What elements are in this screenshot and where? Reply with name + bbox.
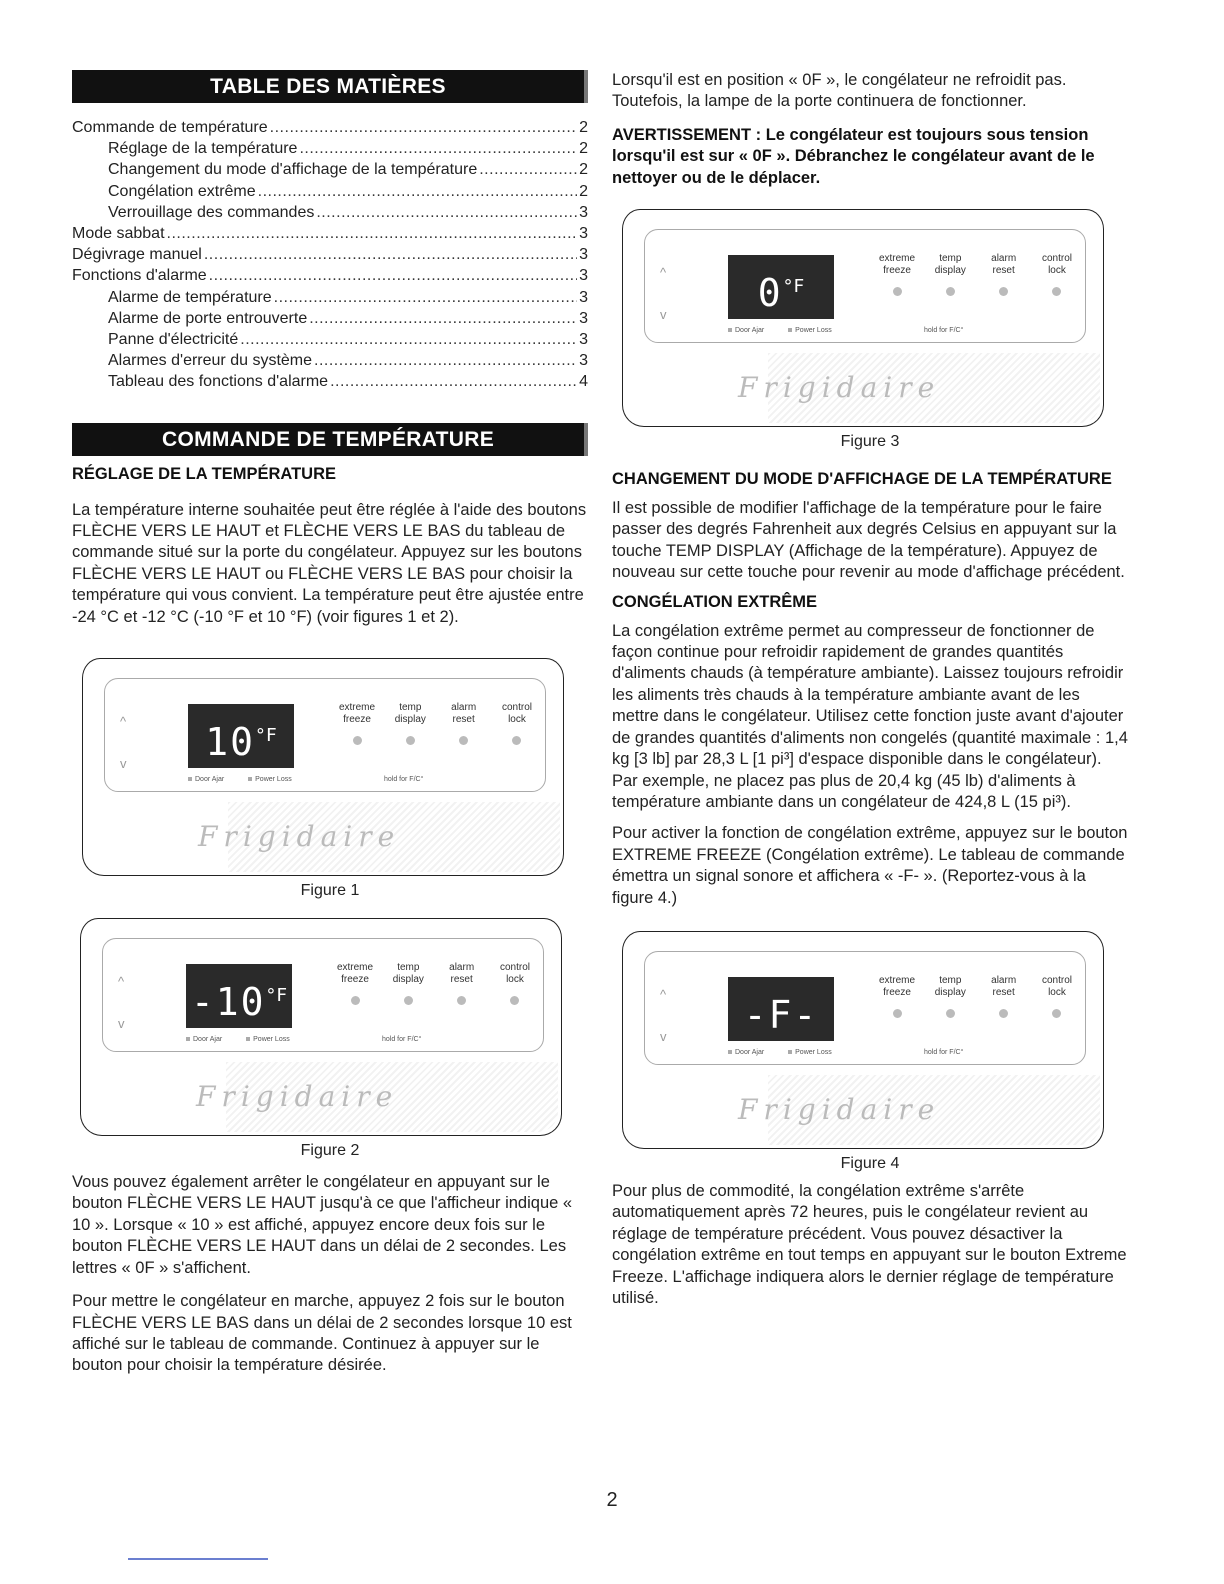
- figure-1-caption: Figure 1: [300, 882, 360, 900]
- toc-entry-page: 2: [579, 140, 588, 158]
- button-label: freeze: [343, 714, 371, 726]
- control-lock-button[interactable]: [1032, 975, 1082, 1018]
- indicator-dot: [999, 1009, 1008, 1018]
- indicator-dot: [353, 736, 362, 745]
- button-label: temp: [399, 702, 422, 714]
- indicator-dot: [946, 1009, 955, 1018]
- toc-entry-page: 2: [579, 161, 588, 179]
- indicator-lamps: [728, 1049, 854, 1056]
- indicator-dot: [893, 1009, 902, 1018]
- display-heading: CHANGEMENT DU MODE D'AFFICHAGE DE LA TEMPÉRATURE: [612, 470, 1112, 489]
- figure-3-caption: Figure 3: [840, 433, 900, 451]
- toc-entry-page: 2: [579, 182, 588, 200]
- reglage-heading: RÉGLAGE DE LA TEMPÉRATURE: [72, 464, 337, 483]
- button-label: reset: [992, 986, 1015, 998]
- temperature-display: [728, 255, 834, 319]
- up-arrow-button[interactable]: ^: [118, 974, 125, 990]
- toc-entry-label: Alarmes d'erreur du système: [108, 352, 313, 370]
- toc-entry-page: 3: [579, 203, 588, 221]
- up-arrow-button[interactable]: ^: [660, 986, 667, 1002]
- indicator-dot: [351, 996, 360, 1005]
- toc-dot-leader: [309, 308, 577, 329]
- alarm-reset-button[interactable]: [439, 702, 489, 745]
- button-label: lock: [506, 974, 524, 986]
- panel-buttons: [872, 975, 1082, 1018]
- footer-rule: [128, 1558, 268, 1560]
- control-lock-button[interactable]: [490, 962, 540, 1005]
- temperature-display: [186, 964, 292, 1028]
- left-column: [72, 70, 588, 1377]
- display-value: -F-: [743, 992, 819, 1037]
- section-banner: COMMANDE DE TEMPÉRATURE: [72, 423, 588, 456]
- power-loss-indicator: Power Loss: [246, 1036, 290, 1043]
- temperature-display: [728, 977, 834, 1041]
- hold-label: hold for F/C°: [382, 1036, 422, 1044]
- button-label: control: [499, 962, 530, 974]
- figure-4: [618, 925, 1128, 1155]
- toc-entry-label: Mode sabbat: [72, 225, 165, 243]
- toc-entry: [72, 181, 588, 202]
- extreme-text-1: La congélation extrême permet au compresseur de fonctionner de façon continue pour refroidir rapidement de grandes quantités d'aliments chauds (à température ambiante). Laissez toujours refroidir les aliments très chauds à la température ambiante avant de les mettre dans le congélateur. Utilisez cette fonction juste avant d'ajouter de grandes quantités d'aliments non congelés (quantité maximale : 1,4 kg [3 lb] par 28,3 L [1 pi³] d'espace disponible dans le congélateur). Par exemple, ne placez pas plus de 20,4 kg (45 lb) d'aliments à température ambiante dans un congélateur de 424,8 L (15 pi³).: [612, 621, 1128, 811]
- frigidaire-logo: Frigidaire: [196, 1080, 399, 1114]
- extreme-freeze-button[interactable]: [332, 702, 382, 745]
- toc-entry-label: Tableau des fonctions d'alarme: [108, 373, 329, 391]
- toc-entry: [72, 265, 588, 286]
- temp-display-button[interactable]: [925, 253, 975, 296]
- toc-dot-leader: [258, 181, 577, 202]
- extreme-text-2: Pour activer la fonction de congélation extrême, appuyez sur le bouton EXTREME FREEZE (Congélation extrême). Le tableau de commande émettra un signal sonore et affichera « -F- ». (Reportez-vous à la figure 4.): [612, 824, 1128, 907]
- frigidaire-logo: Frigidaire: [738, 1092, 941, 1126]
- alarm-reset-button[interactable]: [979, 253, 1029, 296]
- toc-dot-leader: [314, 350, 577, 371]
- toc-entry: [72, 202, 588, 223]
- button-label: reset: [992, 265, 1015, 277]
- button-label: reset: [450, 974, 473, 986]
- button-label: alarm: [451, 702, 477, 714]
- toc-entry-page: 2: [579, 119, 588, 136]
- display-text: Il est possible de modifier l'affichage de la température pour le faire passer des degrés Fahrenheit aux degrés Celsius en appuyant sur la touche TEMP DISPLAY (Affichage de la température). Appuyez de nouveau sur cette touche pour revenir au mode d'affichage précédent.: [612, 499, 1125, 582]
- button-label: display: [392, 974, 424, 986]
- alarm-reset-button[interactable]: [437, 962, 487, 1005]
- toc-entry-page: 3: [579, 309, 588, 327]
- display-value: -10: [190, 980, 266, 1025]
- extreme-freeze-button[interactable]: [330, 962, 380, 1005]
- display-value: 0: [757, 271, 783, 316]
- on-text: Pour mettre le congélateur en marche, appuyez 2 fois sur le bouton FLÈCHE VERS LE BAS dans un délai de 2 secondes lorsque 10 est affiché sur le tableau de commande. Continuez à appuyer sur le bouton pour choisir la température désirée.: [72, 1292, 572, 1375]
- toc-entry-page: 3: [579, 225, 588, 243]
- temperature-display: [188, 704, 294, 768]
- indicator-dot: [893, 287, 902, 296]
- extreme-freeze-button[interactable]: [872, 975, 922, 1018]
- control-lock-button[interactable]: [1032, 253, 1082, 296]
- door-ajar-indicator: Door Ajar: [186, 1036, 222, 1043]
- frigidaire-logo: Frigidaire: [198, 820, 401, 854]
- display-unit: °F: [255, 725, 277, 747]
- toc-entry-label: Dégivrage manuel: [72, 246, 202, 264]
- display-unit: °F: [265, 985, 288, 1007]
- toc-dot-leader: [209, 265, 577, 286]
- toc-dot-leader: [204, 244, 577, 265]
- button-label: extreme: [336, 962, 374, 974]
- control-panel: [76, 912, 566, 1142]
- extreme-freeze-button[interactable]: [872, 253, 922, 296]
- power-loss-indicator: Power Loss: [788, 1049, 832, 1056]
- toc-dot-leader: [479, 159, 577, 180]
- extreme-heading: CONGÉLATION EXTRÊME: [612, 592, 818, 611]
- toc-entry-page: 3: [579, 352, 588, 370]
- extreme-text-3: Pour plus de commodité, la congélation extrême s'arrête automatiquement après 72 heures, puis le congélateur revient au réglage de température précédent. Vous pouvez désactiver la congélation extrême en tout temps en appuyant sur le bouton Extreme Freeze. L'affichage indiquera alors le dernier réglage de température utilisé.: [612, 1181, 1127, 1307]
- control-lock-button[interactable]: [492, 702, 542, 745]
- toc-entry: [72, 350, 588, 371]
- button-label: reset: [452, 714, 475, 726]
- off-text: Vous pouvez également arrêter le congélateur en appuyant sur le bouton FLÈCHE VERS LE HAUT jusqu'à ce que l'afficheur indique « 10 ». Lorsque « 10 » est affiché, appuyez encore deux fois sur le bouton FLÈCHE VERS LE HAUT dans un délai de 2 secondes. Les lettres « 0F » s'affichent.: [72, 1173, 573, 1277]
- button-label: alarm: [449, 962, 475, 974]
- toc-entry: [72, 223, 588, 244]
- power-loss-indicator: Power Loss: [788, 327, 832, 334]
- button-label: alarm: [991, 974, 1017, 986]
- figure-2: [76, 912, 588, 1142]
- indicator-dot: [1052, 287, 1061, 296]
- toc-entry-page: 3: [579, 267, 588, 285]
- indicator-lamps: [186, 1036, 312, 1043]
- button-label: display: [934, 986, 966, 998]
- toc-entry-label: Réglage de la température: [108, 140, 298, 158]
- button-label: temp: [939, 253, 962, 265]
- panel-buttons: [872, 253, 1082, 296]
- indicator-dot: [510, 996, 519, 1005]
- toc-entry-label: Verrouillage des commandes: [108, 203, 315, 221]
- toc-entry: [72, 371, 588, 392]
- door-ajar-indicator: Door Ajar: [728, 327, 764, 334]
- toc-dot-leader: [240, 329, 577, 350]
- indicator-dot: [512, 736, 521, 745]
- hold-label: hold for F/C°: [924, 1048, 964, 1056]
- button-label: lock: [508, 714, 526, 726]
- button-label: freeze: [883, 986, 911, 998]
- button-label: freeze: [341, 974, 369, 986]
- frigidaire-logo: Frigidaire: [738, 371, 941, 405]
- toc-banner: TABLE DES MATIÈRES: [72, 70, 588, 103]
- indicator-lamps: [188, 776, 314, 783]
- down-arrow-button[interactable]: v: [660, 307, 667, 323]
- toc-entry-label: Panne d'électricité: [108, 331, 239, 349]
- indicator-dot: [1052, 1009, 1061, 1018]
- down-arrow-button[interactable]: v: [118, 1016, 125, 1032]
- toc-entry: [72, 329, 588, 350]
- door-ajar-indicator: Door Ajar: [188, 776, 224, 783]
- toc-entry-label: Changement du mode d'affichage de la température: [108, 161, 478, 179]
- door-ajar-indicator: Door Ajar: [728, 1049, 764, 1056]
- button-label: extreme: [878, 253, 916, 265]
- down-arrow-button[interactable]: v: [660, 1028, 667, 1044]
- toc-entry: [72, 308, 588, 329]
- toc-entry: [72, 287, 588, 308]
- hold-label: hold for F/C°: [924, 327, 964, 335]
- toc-dot-leader: [299, 138, 577, 159]
- warning-text: AVERTISSEMENT : Le congélateur est toujours sous tension lorsqu'il est sur « 0F ». Débranchez le congélateur avant de le nettoyer ou de le déplacer.: [612, 125, 1095, 187]
- figure-4-caption: Figure 4: [840, 1154, 900, 1172]
- toc-entry: [72, 117, 588, 138]
- toc-entry: [72, 138, 588, 159]
- indicator-dot: [457, 996, 466, 1005]
- panel-buttons: [330, 962, 540, 1005]
- right-column: [612, 70, 1128, 1309]
- temp-display-button[interactable]: [925, 975, 975, 1018]
- zero-text: Lorsqu'il est en position « 0F », le congélateur ne refroidit pas. Toutefois, la lampe de la porte continuera de fonctionner.: [612, 71, 1067, 111]
- control-panel: [78, 652, 568, 882]
- toc-entry-page: 3: [579, 288, 588, 306]
- button-label: control: [1041, 974, 1072, 986]
- toc-entry-label: Fonctions d'alarme: [72, 267, 207, 285]
- toc-entry-page: 3: [579, 246, 588, 264]
- toc-dot-leader: [274, 287, 577, 308]
- toc-entry-label: Alarme de porte entrouverte: [108, 309, 308, 327]
- toc-entry-page: 3: [579, 331, 588, 349]
- toc-dot-leader: [330, 371, 577, 392]
- figure-3: [618, 203, 1128, 433]
- reglage-text: La température interne souhaitée peut être réglée à l'aide des boutons FLÈCHE VERS LE HAUT et FLÈCHE VERS LE BAS du tableau de commande situé sur la porte du congélateur. Appuyez sur les boutons FLÈCHE VERS LE HAUT ou FLÈCHE VERS LE BAS pour choisir la température qui vous convient. La température peut être ajustée entre -24 °C et -12 °C (-10 °F et 10 °F) (voir figures 1 et 2).: [72, 500, 587, 626]
- toc-entry-label: Commande de température: [72, 119, 268, 136]
- button-label: extreme: [338, 702, 376, 714]
- display-unit: °F: [782, 276, 805, 298]
- button-label: alarm: [991, 253, 1017, 265]
- table-of-contents: [72, 117, 588, 393]
- button-label: control: [501, 702, 532, 714]
- figure-2-caption: Figure 2: [300, 1142, 360, 1160]
- temp-display-button[interactable]: [385, 702, 435, 745]
- figure-1: [78, 652, 588, 882]
- indicator-dot: [459, 736, 468, 745]
- toc-entry: [72, 244, 588, 265]
- control-panel: [618, 203, 1108, 433]
- page-number: 2: [606, 1489, 618, 1511]
- indicator-dot: [404, 996, 413, 1005]
- indicator-lamps: [728, 327, 854, 334]
- control-panel: [618, 925, 1108, 1155]
- toc-dot-leader: [316, 202, 577, 223]
- button-label: freeze: [883, 265, 911, 277]
- button-label: temp: [939, 974, 962, 986]
- display-value: 10: [205, 720, 256, 765]
- hold-label: hold for F/C°: [384, 776, 424, 784]
- up-arrow-button[interactable]: ^: [660, 265, 667, 281]
- button-label: control: [1041, 253, 1072, 265]
- toc-entry-label: Congélation extrême: [108, 182, 256, 200]
- toc-entry-page: 4: [579, 373, 588, 391]
- toc-entry-label: Alarme de température: [108, 288, 272, 306]
- temp-display-button[interactable]: [383, 962, 433, 1005]
- button-label: lock: [1048, 265, 1066, 277]
- toc-dot-leader: [270, 117, 577, 138]
- alarm-reset-button[interactable]: [979, 975, 1029, 1018]
- indicator-dot: [999, 287, 1008, 296]
- button-label: temp: [397, 962, 420, 974]
- button-label: display: [394, 714, 426, 726]
- panel-buttons: [332, 702, 542, 745]
- indicator-dot: [946, 287, 955, 296]
- indicator-dot: [406, 736, 415, 745]
- power-loss-indicator: Power Loss: [248, 776, 292, 783]
- down-arrow-button[interactable]: v: [120, 756, 127, 772]
- toc-dot-leader: [167, 223, 578, 244]
- button-label: lock: [1048, 986, 1066, 998]
- toc-entry: [72, 159, 588, 180]
- up-arrow-button[interactable]: ^: [120, 714, 127, 730]
- button-label: extreme: [878, 974, 916, 986]
- button-label: display: [934, 265, 966, 277]
